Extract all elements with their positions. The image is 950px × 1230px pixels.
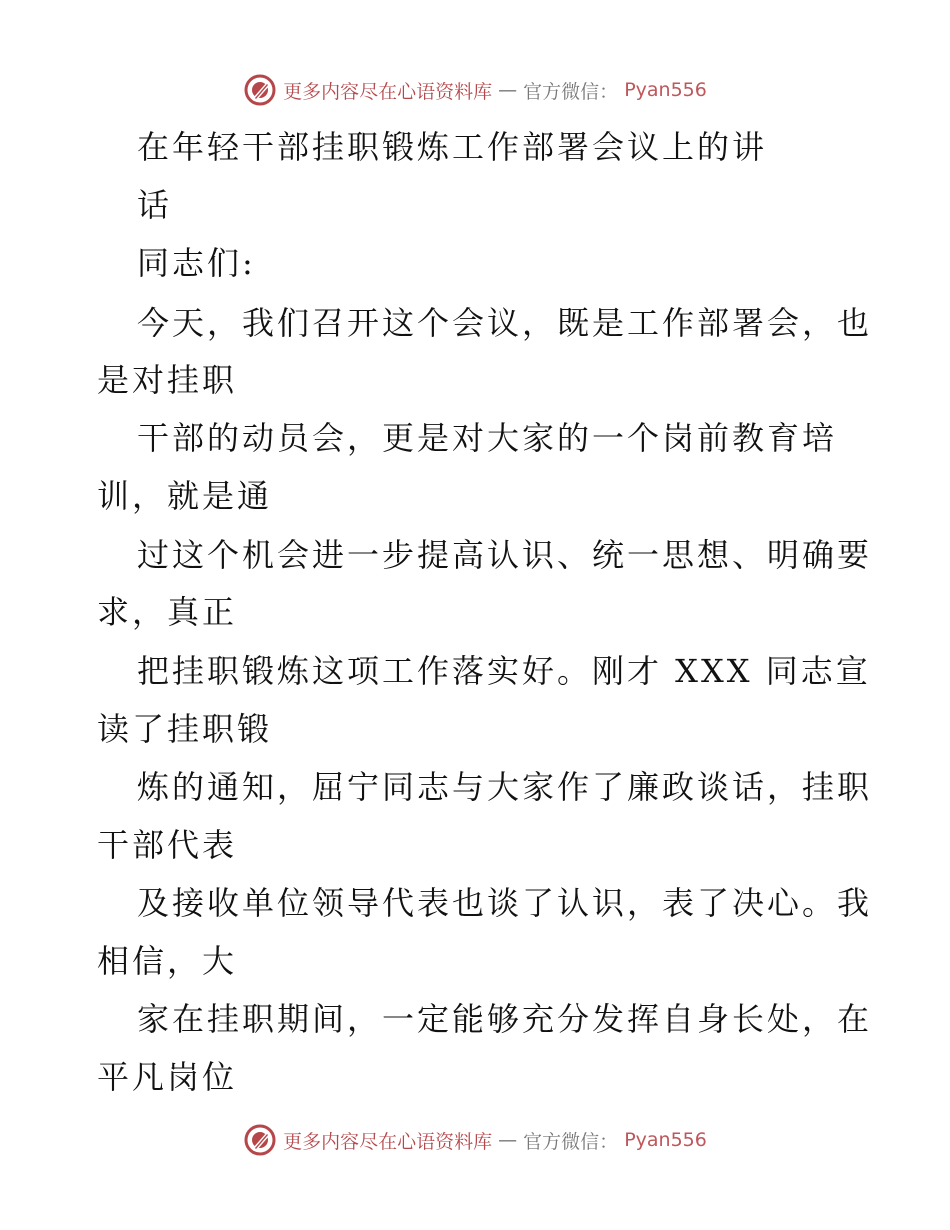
- paragraph-line: 平凡岗位: [97, 1058, 238, 1096]
- paragraph-line: 炼的通知，屈宁同志与大家作了廉政谈话，挂职: [137, 768, 873, 806]
- paragraph-line: 读了挂职锻: [97, 710, 273, 748]
- banner-text: 更多内容尽在心语资料库: [283, 80, 493, 103]
- paragraph-line: 干部代表: [97, 826, 238, 864]
- banner-wechat-id: Pyan556: [624, 79, 707, 101]
- banner-dash: —: [498, 1129, 518, 1151]
- banner-wechat-label: 官方微信：: [523, 80, 619, 103]
- paragraph-line: 家在挂职期间，一定能够充分发挥自身长处，在: [137, 1000, 873, 1038]
- paragraph-line: 今天，我们召开这个会议，既是工作部署会，也: [137, 304, 873, 342]
- banner-wechat-id: Pyan556: [624, 1129, 707, 1151]
- footer-watermark-banner: [0, 1120, 950, 1160]
- document-title-line-1: 在年轻干部挂职锻炼工作部署会议上的讲: [137, 128, 768, 166]
- banner-dash: —: [498, 79, 518, 101]
- paragraph-line: 求，真正: [97, 593, 238, 631]
- paragraph-line: 相信，大: [97, 942, 238, 980]
- banner-text: 更多内容尽在心语资料库: [283, 1130, 493, 1153]
- salutation: 同志们:: [137, 244, 256, 282]
- paragraph-line: 及接收单位领导代表也谈了认识，表了决心。我: [137, 884, 873, 922]
- paragraph-line: 干部的动员会，更是对大家的一个岗前教育培: [137, 419, 838, 457]
- paragraph-line: 过这个机会进一步提高认识、统一思想、明确要: [137, 536, 873, 574]
- banner-wechat-label: 官方微信：: [523, 1130, 619, 1153]
- paragraph-line: 训，就是通: [97, 477, 273, 515]
- paragraph-line: 把挂职锻炼这项工作落实好。刚才 XXX 同志宣: [137, 652, 871, 690]
- paragraph-line: 是对挂职: [97, 361, 238, 399]
- document-title-line-2: 话: [137, 186, 173, 224]
- pen-nib-circle-icon: [243, 1123, 277, 1157]
